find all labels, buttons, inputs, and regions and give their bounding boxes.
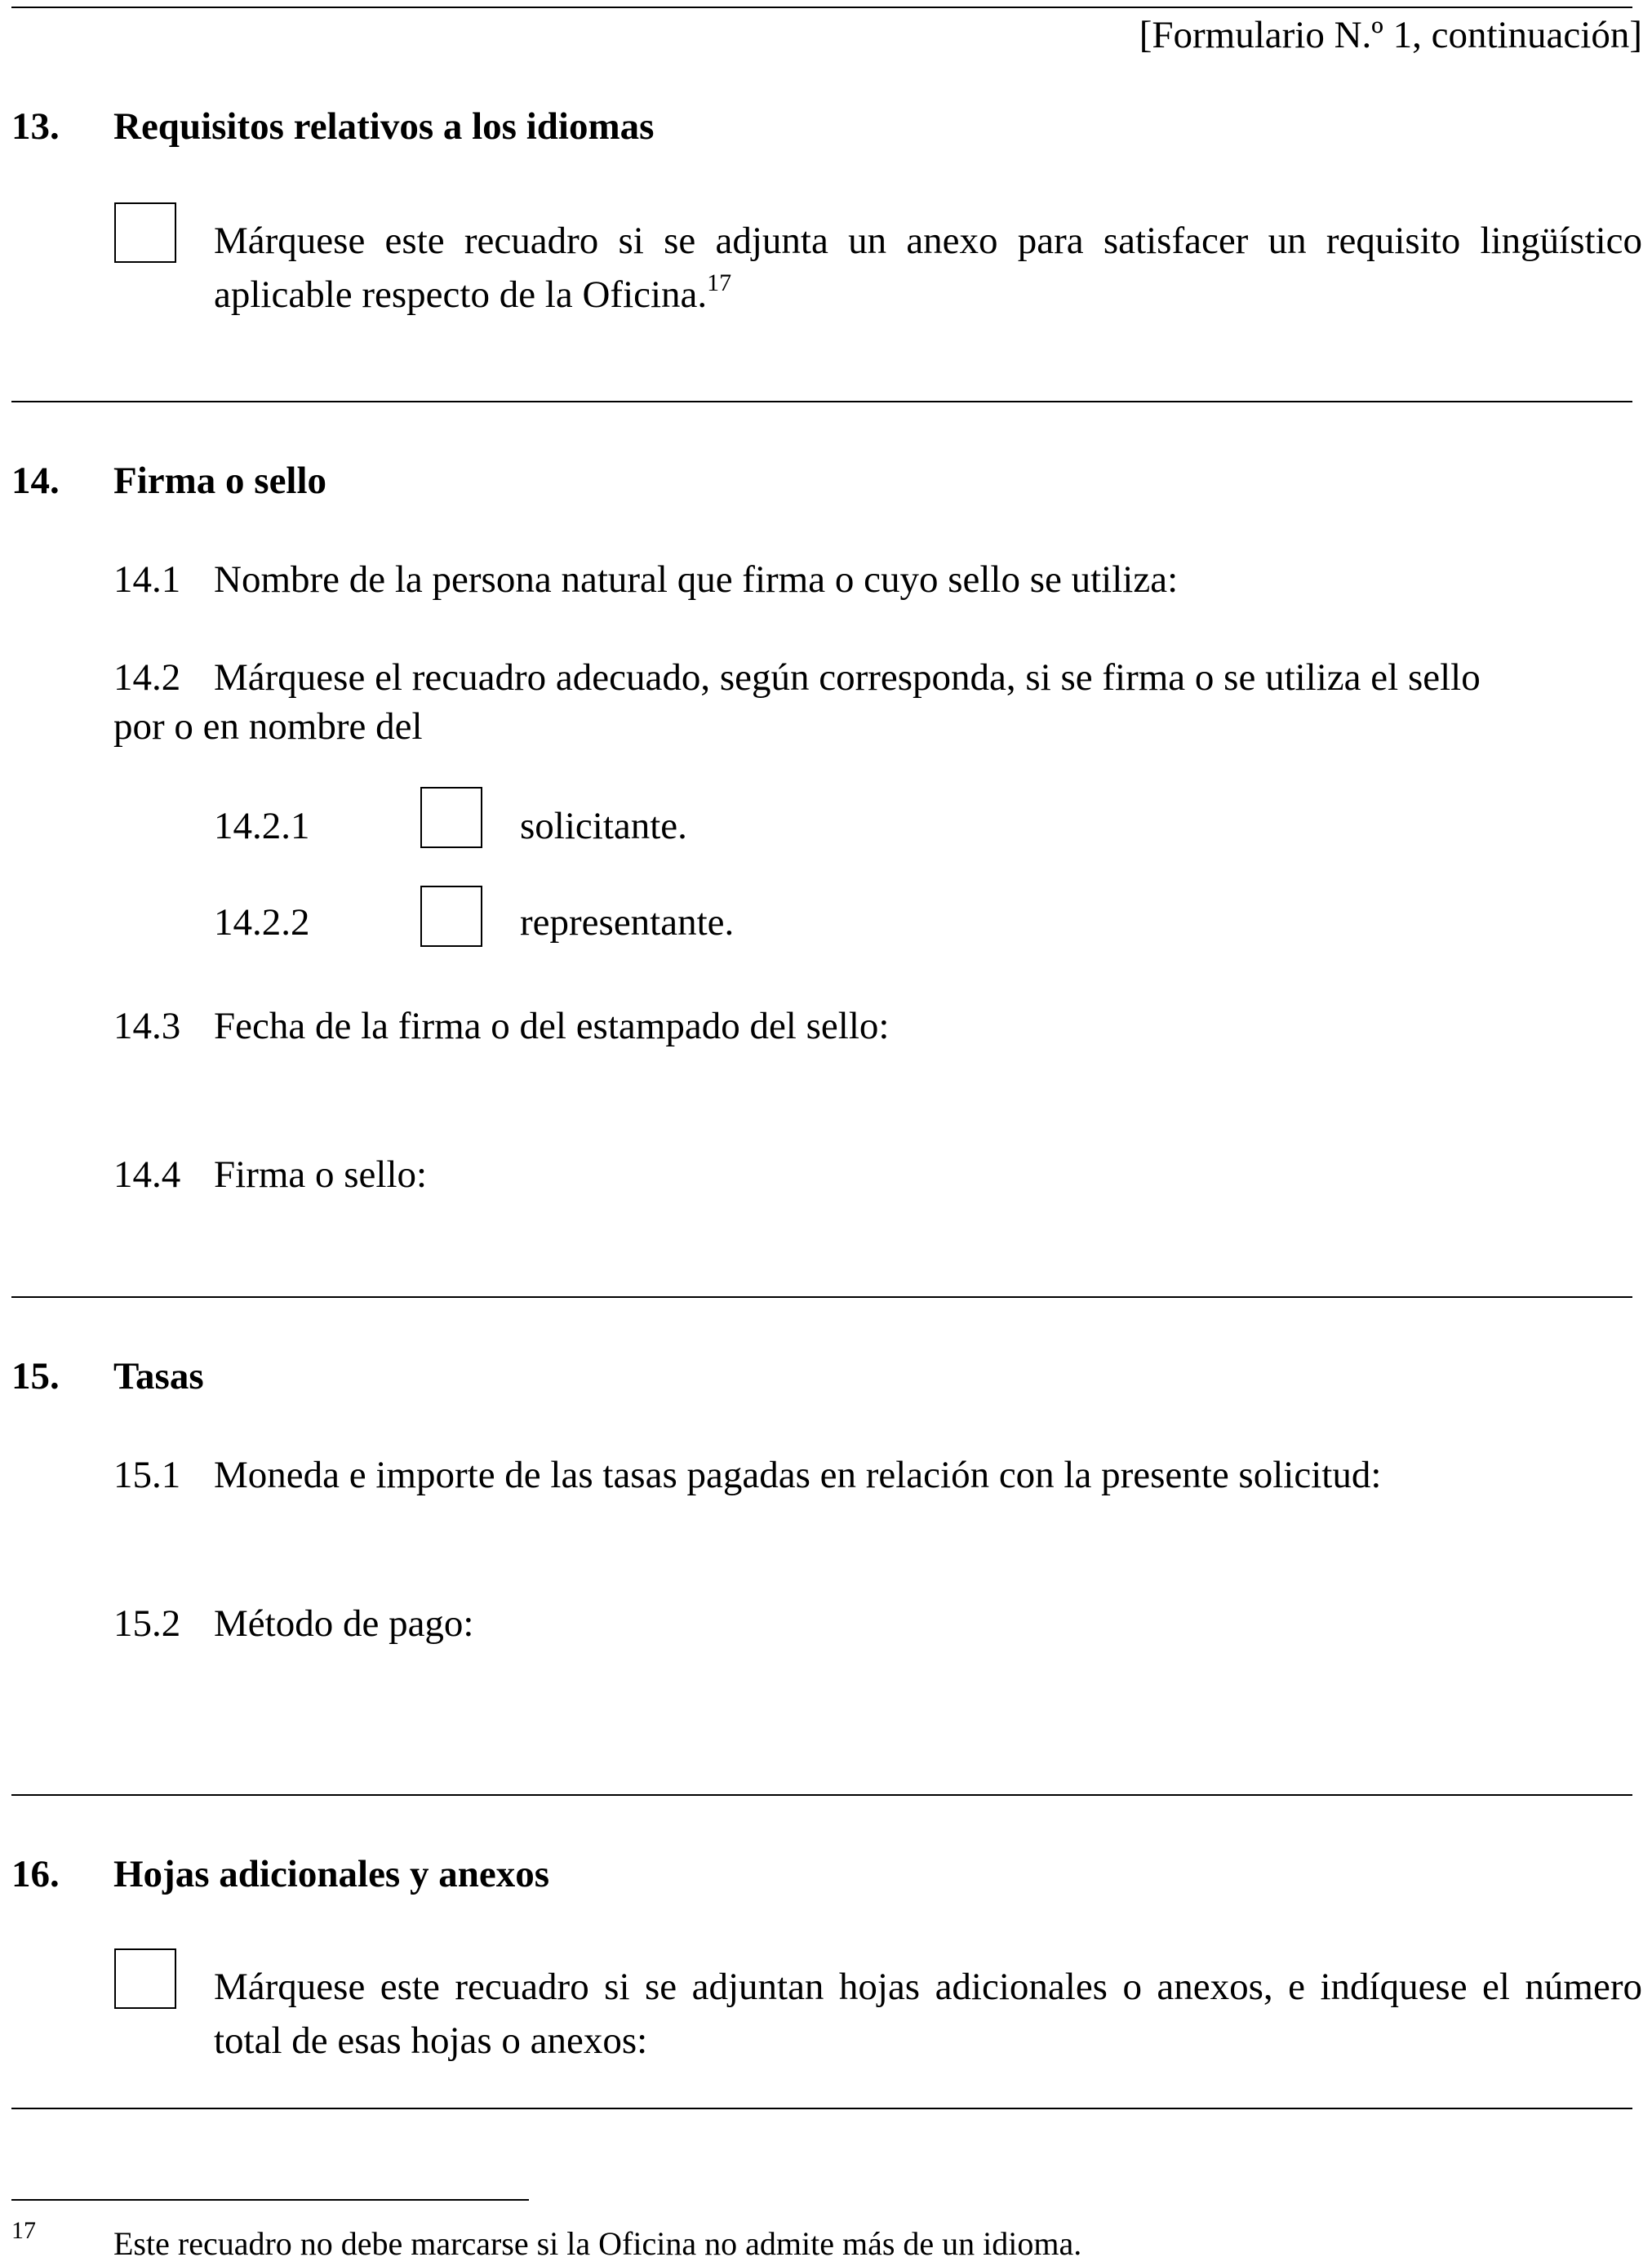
section-14-title: Firma o sello [113, 460, 327, 502]
item-14-2-number: 14.2 [113, 656, 181, 699]
item-14-1-number: 14.1 [113, 558, 181, 601]
section-13-checkbox[interactable] [114, 202, 176, 263]
applicant-checkbox[interactable] [420, 787, 482, 848]
section-divider-14 [11, 1296, 1632, 1298]
footnote-ref-17: 17 [707, 269, 732, 296]
representative-checkbox[interactable] [420, 886, 482, 947]
item-14-4-number: 14.4 [113, 1153, 181, 1196]
item-15-2-number: 15.2 [113, 1602, 181, 1645]
section-divider-16 [11, 2108, 1632, 2109]
item-14-4-label: Firma o sello: [214, 1153, 428, 1196]
item-15-1-label: Moneda e importe de las tasas pagadas en relación con la presente solicitud: [214, 1454, 1382, 1496]
item-14-3-label: Fecha de la firma o del estampado del sello: [214, 1005, 890, 1047]
footnote-separator [11, 2199, 529, 2201]
item-14-1-label: Nombre de la persona natural que firma o cuyo sello se utiliza: [214, 558, 1179, 601]
section-15-number: 15. [11, 1355, 60, 1397]
item-14-2-2-label: representante. [520, 901, 735, 944]
section-13-title: Requisitos relativos a los idiomas [113, 105, 655, 148]
item-14-2-1-number: 14.2.1 [214, 805, 310, 847]
section-15-title: Tasas [113, 1355, 204, 1397]
section-16-number: 16. [11, 1853, 60, 1895]
section-13-checkbox-text [214, 214, 1642, 322]
section-14-number: 14. [11, 460, 60, 502]
item-14-2-2-number: 14.2.2 [214, 901, 310, 944]
item-15-2-label: Método de pago: [214, 1602, 474, 1645]
form-continuation-label: [Formulario N.º 1, continuación] [1139, 14, 1642, 56]
footnote-number: 17 [11, 2217, 36, 2244]
item-14-2-label: Márquese el recuadro adecuado, según corresponda, si se firma o se utiliza el sello [214, 656, 1481, 699]
section-13-number: 13. [11, 105, 60, 148]
section-16-checkbox-text: Márquese este recuadro si se adjuntan hojas adicionales o anexos, e indíquese el número total de esas hojas o anexos: [214, 1966, 1642, 2062]
section-16-title: Hojas adicionales y anexos [113, 1853, 550, 1895]
section-13-checkbox-label: Márquese este recuadro si se adjunta un anexo para satisfacer un requisito lingüístico aplicable respecto de la Oficina. [214, 220, 1642, 316]
item-14-3-number: 14.3 [113, 1005, 181, 1047]
item-15-1-number: 15.1 [113, 1454, 181, 1496]
section-divider-15 [11, 1794, 1632, 1796]
item-14-2-1-label: solicitante. [520, 805, 687, 847]
section-16-checkbox[interactable] [114, 1948, 176, 2009]
footnote-text: Este recuadro no debe marcarse si la Oficina no admite más de un idioma. [113, 2225, 1082, 2262]
section-divider-13 [11, 401, 1632, 402]
item-14-2-label-continued: por o en nombre del [113, 705, 423, 748]
